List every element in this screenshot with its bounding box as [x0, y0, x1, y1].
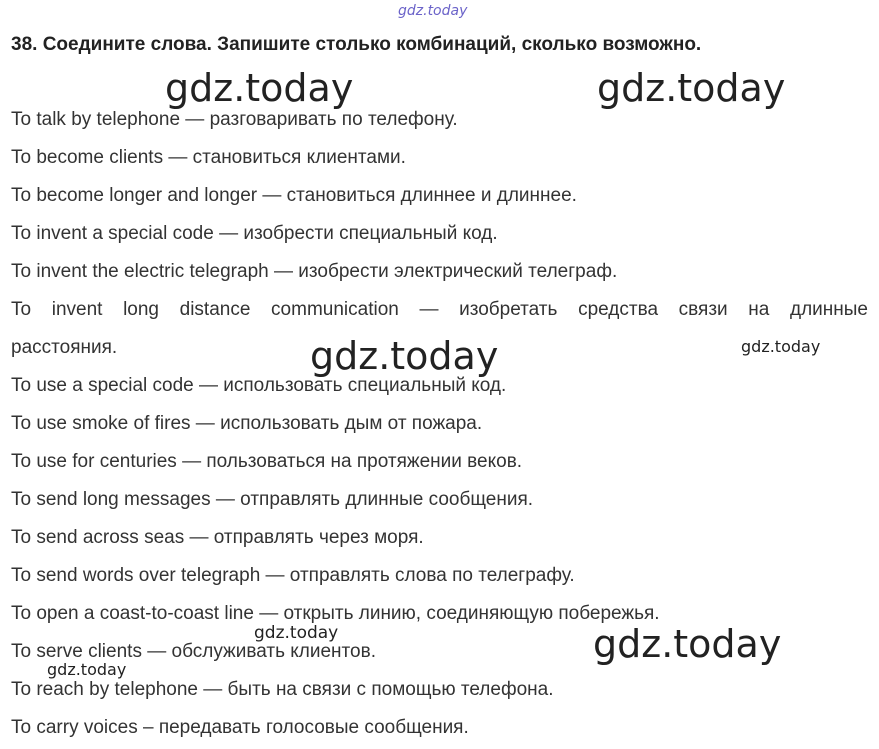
phrase-line: To invent a special code — изобрести специальный код.	[11, 223, 498, 244]
phrase-line: To talk by telephone — разговаривать по телефону.	[11, 109, 458, 130]
word: long	[123, 299, 159, 320]
word: связи	[678, 299, 728, 320]
word: —	[419, 299, 439, 320]
phrase-line: To invent the electric telegraph — изобрести электрический телеграф.	[11, 261, 618, 282]
phrase-line: расстояния.	[11, 337, 118, 358]
watermark-logo: gdz.today	[597, 66, 786, 110]
phrase-line: To use for centuries — пользоваться на протяжении веков.	[11, 451, 523, 472]
word: средства	[578, 299, 659, 320]
phrase-line: To reach by telephone — быть на связи с помощью телефона.	[11, 679, 554, 700]
phrase-line: To use a special code — использовать специальный код.	[11, 375, 507, 396]
watermark-logo: gdz.today	[593, 622, 782, 666]
watermark-logo: gdz.today	[310, 334, 499, 378]
watermark-logo: gdz.today	[165, 66, 354, 110]
word: invent	[51, 299, 103, 320]
phrase-line: To carry voices – передавать голосовые сообщения.	[11, 717, 469, 738]
phrase-line: To send words over telegraph — отправлять слова по телеграфу.	[11, 565, 575, 586]
word: на	[748, 299, 770, 320]
exercise-heading: 38. Соедините слова. Запишите столько комбинаций, сколько возможно.	[11, 34, 702, 55]
word: изобретать	[459, 299, 558, 320]
word: distance	[179, 299, 251, 320]
phrase-line: To become longer and longer — становиться длиннее и длиннее.	[11, 185, 577, 206]
phrase-line: To become clients — становиться клиентами.	[11, 147, 406, 168]
phrase-line: To send long messages — отправлять длинные сообщения.	[11, 489, 534, 510]
watermark-logo-top: gdz.today	[398, 3, 468, 19]
phrase-line: To open a coast-to-coast line — открыть линию, соединяющую побережья.	[11, 603, 660, 624]
word: длинные	[790, 299, 868, 320]
watermark-logo: gdz.today	[741, 337, 821, 356]
phrase-line: To serve clients — обслуживать клиентов.	[11, 641, 376, 662]
watermark-logo: gdz.today	[47, 660, 127, 679]
phrase-line-justified	[11, 298, 868, 322]
word: To	[11, 299, 32, 320]
phrase-line: To send across seas — отправлять через моря.	[11, 527, 424, 548]
watermark-logo: gdz.today	[254, 623, 339, 643]
phrase-line: To use smoke of fires — использовать дым от пожара.	[11, 413, 483, 434]
word: communication	[271, 299, 399, 320]
